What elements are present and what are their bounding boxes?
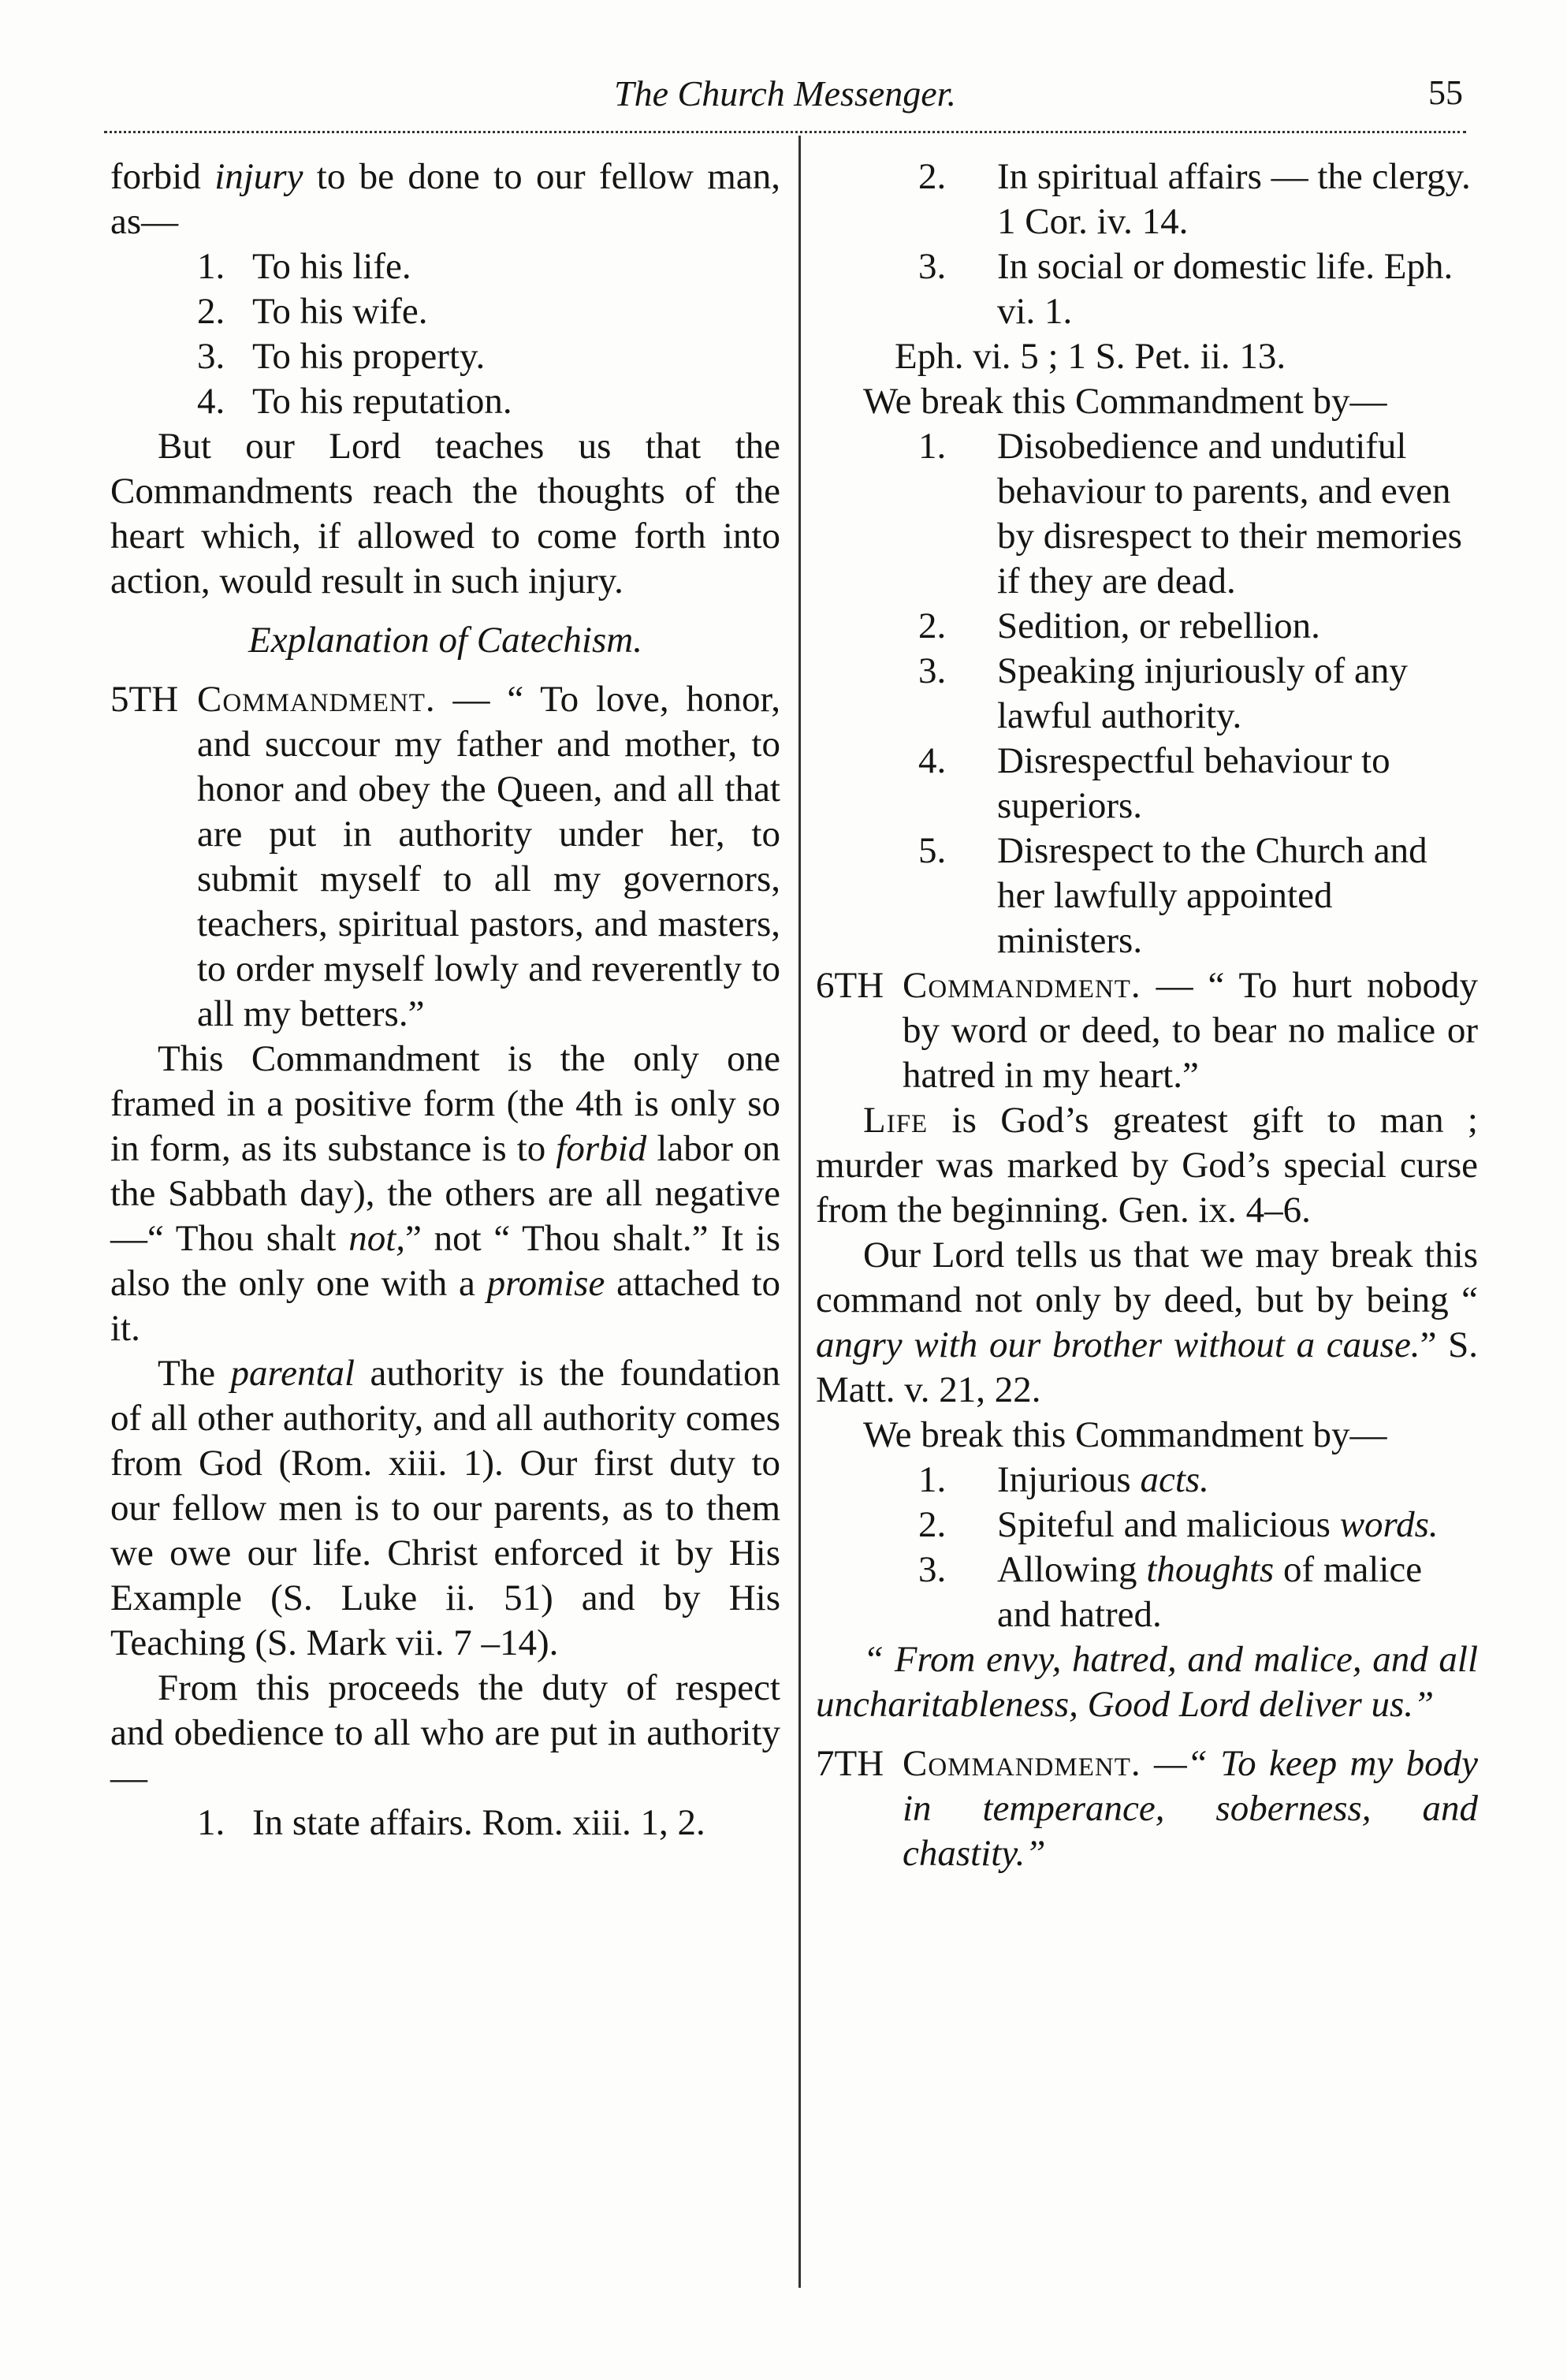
thoughts-paragraph: But our Lord teaches us that the Commandments reach the thoughts of the heart which, if allowed to come forth into action, would result in such injury. — [110, 426, 780, 602]
list-item: 4. To his reputation. — [197, 381, 512, 422]
break-intro: We break this Commandment by— — [863, 1414, 1387, 1455]
commandment-name: Commandment. — [197, 679, 436, 720]
parental-authority-paragraph: The parental authority is the foundation of all other authority, and all authority comes from God (Rom. xiii. 1). Our first duty to our fellow men is to our parents, as to them we owe our life. Christ enforced it by His Example (S. Luke ii. 51) and by His Teaching (S. Mark vii. 7 –14). — [110, 1353, 780, 1663]
list-item: 1. To his life. — [197, 246, 411, 287]
life-paragraph: Life is God’s greatest gift to man ; murder was marked by God’s special curse from the beginning. Gen. ix. 4–6. — [816, 1100, 1478, 1231]
commandment-label: 5TH — [110, 679, 179, 720]
column-divider — [798, 136, 801, 2288]
running-title: The Church Messenger. — [614, 73, 956, 114]
list-item: 2. Sedition, or rebellion. — [918, 605, 1320, 646]
break-intro: We break this Commandment by— — [863, 381, 1387, 422]
commandment-label: 6TH — [816, 965, 884, 1006]
seventh-commandment — [816, 1741, 1478, 1876]
litany-quote: “ From envy, hatred, and malice, and all uncharitableness, Good Lord deliver us.” — [816, 1639, 1478, 1725]
duty-paragraph: From this proceeds the duty of respect and obedience to all who are put in authority— — [110, 1667, 780, 1798]
intro-paragraph: forbid injury to be done to our fellow man, as— — [110, 156, 780, 242]
commandment-name: Commandment. — [903, 1743, 1141, 1784]
left-column — [110, 155, 780, 1846]
commandment-text: —“ To keep my body in temperance, soberness, and chastity.” — [903, 1743, 1478, 1874]
list-item: 2. Spiteful and malicious words. — [918, 1504, 1439, 1545]
commandment-name: Commandment. — [903, 965, 1141, 1006]
right-column — [816, 155, 1478, 1876]
list-item: 5. Disrespect to the Church and her lawfully appointed ministers. — [918, 830, 1427, 961]
positive-form-paragraph: This Commandment is the only one framed in a positive form (the 4th is only so in form, as its substance is to forbid labor on the Sabbath day), the others are all negative—“ Thou shalt not,” not “ Thou shalt.” It is also the only one with a promise attached to it. — [110, 1038, 780, 1349]
page-number: 55 — [1428, 73, 1463, 112]
lord-paragraph: Our Lord tells us that we may break this command not only by deed, but by being “ angry with our brother without a cause.” S. Matt. v. 21, 22. — [816, 1235, 1478, 1410]
fifth-commandment — [110, 677, 780, 1037]
header-rule — [104, 131, 1466, 133]
list-item: 3. Speaking injuriously of any lawful authority. — [918, 650, 1408, 736]
list-item: 2. In spiritual affairs — the clergy. 1 Cor. iv. 14. — [918, 156, 1471, 242]
commandment-text: — “ To hurt nobody by word or deed, to bear no malice or hatred in my heart.” — [903, 965, 1478, 1096]
section-heading: Explanation of Catechism. — [248, 620, 642, 661]
sixth-commandment — [816, 963, 1478, 1098]
page-header — [107, 73, 1463, 125]
list-item: 2. To his wife. — [197, 291, 428, 332]
commandment-label: 7TH — [816, 1743, 884, 1784]
list-item: 3. In social or domestic life. Eph. vi. 1. — [918, 246, 1453, 332]
commandment-text: — “ To love, honor, and succour my father and mother, to honor and obey the Queen, and all that are put in authority under her, to submit myself to all my governors, teachers, spiritual pastors, and masters, to order myself lowly and reverently to all my betters.” — [197, 679, 780, 1034]
list-item: 3. Allowing thoughts of malice and hatred. — [918, 1549, 1423, 1635]
list-item: 3. To his property. — [197, 336, 486, 377]
list-item: 1. Injurious acts. — [918, 1459, 1209, 1500]
scripture-reference: Eph. vi. 5 ; 1 S. Pet. ii. 13. — [895, 336, 1286, 377]
list-item: 1. Disobedience and undutiful behaviour to parents, and even by disrespect to their memories if they are dead. — [918, 426, 1462, 602]
list-item: 1. In state affairs. Rom. xiii. 1, 2. — [197, 1802, 705, 1843]
list-item: 4. Disrespectful behaviour to superiors. — [918, 740, 1390, 826]
